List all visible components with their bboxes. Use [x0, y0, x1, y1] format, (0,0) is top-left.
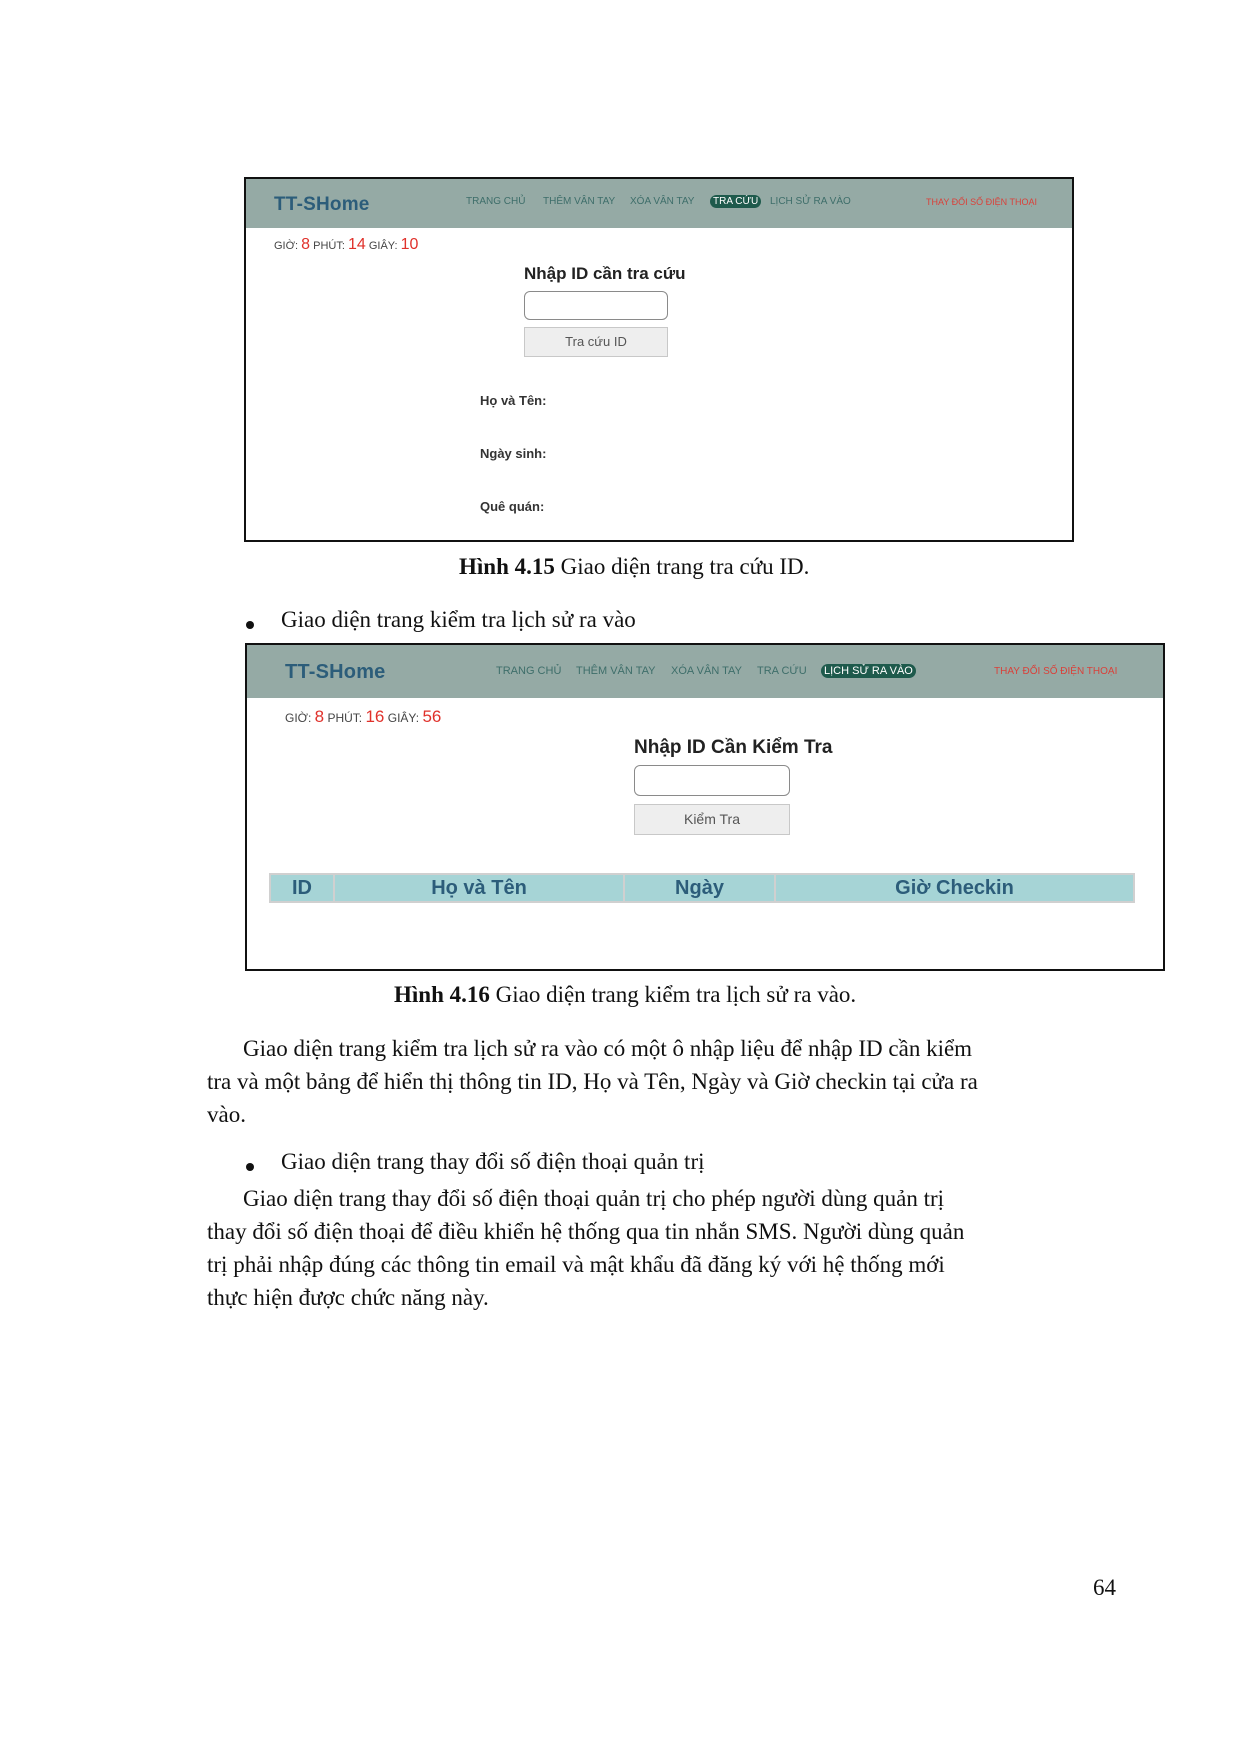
column-ngay: Ngày	[624, 874, 775, 902]
paragraph-line: thực hiện được chức năng này.	[207, 1285, 489, 1310]
minute-value: 14	[347, 236, 366, 253]
bullet-dot	[246, 1163, 254, 1171]
minute-value: 16	[365, 707, 385, 726]
hour-label: GIỜ:	[285, 711, 312, 725]
bullet-thay-doi-sdt: Giao diện trang thay đổi số điện thoại quản trị	[281, 1149, 705, 1174]
clock-display	[274, 236, 418, 254]
table-header-row	[270, 874, 1134, 902]
second-value: 10	[400, 236, 419, 253]
paragraph-line: trị phải nhập đúng các thông tin email và mật khẩu đã đăng ký với hệ thống mới	[207, 1252, 945, 1277]
nav-lich-su-ra-vao[interactable]: LỊCH SỬ RA VÀO	[821, 664, 916, 678]
field-ngay-sinh: Ngày sinh:	[480, 446, 547, 461]
brand-logo[interactable]: TT-SHome	[285, 661, 386, 683]
caption-text: Giao diện trang kiểm tra lịch sử ra vào.	[489, 982, 857, 1007]
nav-them-van-tay[interactable]: THÊM VÂN TAY	[576, 665, 656, 677]
column-ho-va-ten: Họ và Tên	[334, 874, 624, 902]
clock-display	[285, 707, 441, 727]
lookup-heading: Nhập ID cần tra cứu	[524, 264, 686, 283]
lookup-id-button[interactable]: Tra cứu ID	[524, 327, 668, 357]
hour-label: GIỜ:	[274, 240, 299, 252]
figure-4-16-screenshot	[245, 643, 1165, 971]
figure-4-15-screenshot	[244, 177, 1074, 542]
page-number: 64	[1093, 1575, 1116, 1600]
nav-them-van-tay[interactable]: THÊM VÂN TAY	[543, 196, 616, 207]
minute-label: PHÚT:	[313, 240, 345, 252]
check-button[interactable]: Kiểm Tra	[634, 804, 790, 835]
second-label: GIÂY:	[368, 240, 398, 252]
field-ho-va-ten: Họ và Tên:	[480, 393, 547, 408]
brand-logo[interactable]: TT-SHome	[274, 194, 370, 215]
paragraph-line: Giao diện trang kiểm tra lịch sử ra vào có một ô nhập liệu để nhập ID cần kiểm	[243, 1036, 973, 1061]
hour-value: 8	[301, 236, 311, 253]
figure-4-16-caption	[394, 982, 856, 1008]
minute-label: PHÚT:	[327, 711, 363, 725]
checkin-history-table	[269, 873, 1135, 903]
nav-xoa-van-tay[interactable]: XÓA VÂN TAY	[630, 196, 695, 207]
caption-label: Hình 4.15	[459, 554, 555, 579]
nav-tra-cuu[interactable]: TRA CỨU	[757, 665, 807, 677]
field-que-quan: Quê quán:	[480, 499, 545, 514]
second-value: 56	[422, 707, 442, 726]
check-heading: Nhập ID Cần Kiểm Tra	[634, 737, 833, 758]
bullet-lich-su: Giao diện trang kiểm tra lịch sử ra vào	[281, 607, 636, 632]
bullet-dot	[246, 621, 254, 629]
column-gio-checkin: Giờ Checkin	[775, 874, 1134, 902]
paragraph-line: thay đổi số điện thoại để điều khiển hệ thống qua tin nhắn SMS. Người dùng quản	[207, 1219, 965, 1244]
nav-trang-chu[interactable]: TRANG CHỦ	[466, 196, 526, 207]
nav-thay-doi-so-dien-thoai[interactable]: THAY ĐỔI SỐ ĐIỆN THOẠI	[994, 666, 1118, 677]
paragraph-line: tra và một bảng để hiển thị thông tin ID, Họ và Tên, Ngày và Giờ checkin tại cửa ra	[207, 1069, 978, 1094]
paragraph-line: Giao diện trang thay đổi số điện thoại quản trị cho phép người dùng quản trị	[243, 1186, 945, 1211]
id-check-input[interactable]	[634, 765, 790, 796]
column-id: ID	[270, 874, 334, 902]
nav-tra-cuu[interactable]: TRA CỨU	[710, 195, 761, 208]
nav-lich-su-ra-vao[interactable]: LỊCH SỬ RA VÀO	[770, 196, 851, 207]
paragraph-thay-doi-sdt	[207, 1182, 964, 1314]
figure-4-15-caption	[459, 554, 809, 580]
nav-xoa-van-tay[interactable]: XÓA VÂN TAY	[671, 665, 742, 677]
second-label: GIÂY:	[387, 711, 420, 725]
caption-text: Giao diện trang tra cứu ID.	[554, 554, 810, 579]
hour-value: 8	[314, 707, 325, 726]
caption-label: Hình 4.16	[394, 982, 490, 1007]
id-lookup-input[interactable]	[524, 291, 668, 320]
paragraph-line: vào.	[207, 1102, 246, 1127]
paragraph-lich-su	[207, 1032, 978, 1131]
nav-thay-doi-so-dien-thoai[interactable]: THAY ĐỔI SỐ ĐIỆN THOẠI	[926, 197, 1038, 207]
nav-trang-chu[interactable]: TRANG CHỦ	[496, 665, 562, 677]
